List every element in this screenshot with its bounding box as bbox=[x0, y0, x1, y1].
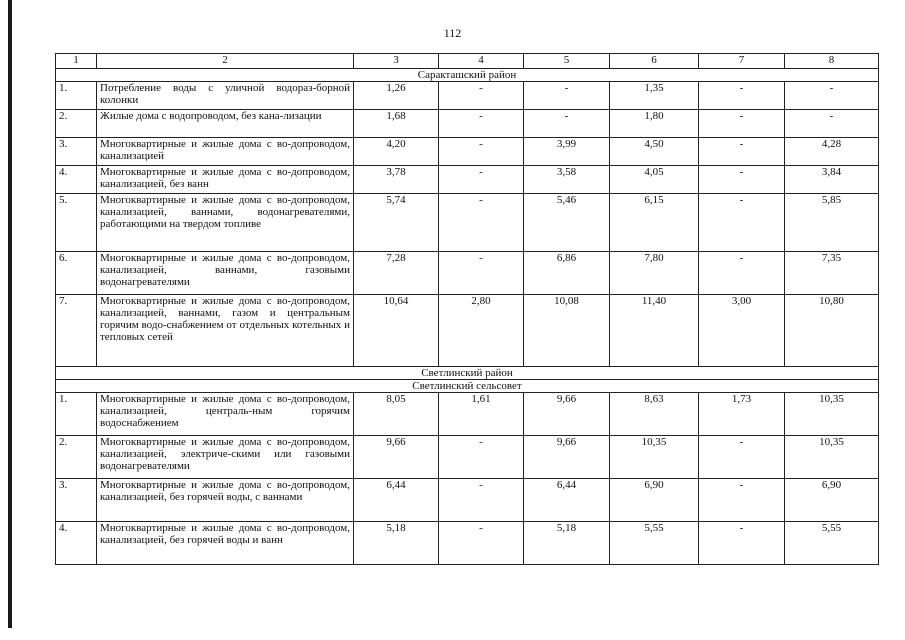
value-cell-c5: 5,18 bbox=[524, 522, 610, 565]
row-description: Потребление воды с уличной водораз-борной колонки bbox=[97, 82, 354, 110]
row-description: Многоквартирные и жилые дома с во-допроводом, канализацией, электриче-скими или газовыми водонагревателями bbox=[97, 436, 354, 479]
value-cell-c3: 9,66 bbox=[354, 436, 439, 479]
value-cell-c7: 1,73 bbox=[699, 393, 785, 436]
value-cell-c3: 6,44 bbox=[354, 479, 439, 522]
table-row bbox=[56, 166, 879, 194]
section-title: Светлинский район bbox=[56, 367, 879, 380]
row-description: Многоквартирные и жилые дома с во-допроводом, канализацией bbox=[97, 138, 354, 166]
value-cell-c6: 6,15 bbox=[610, 194, 699, 252]
value-cell-c3: 3,78 bbox=[354, 166, 439, 194]
value-cell-c4: - bbox=[439, 194, 524, 252]
value-cell-c5: - bbox=[524, 110, 610, 138]
value-cell-c4: - bbox=[439, 110, 524, 138]
value-cell-c4: - bbox=[439, 82, 524, 110]
value-cell-c4: - bbox=[439, 436, 524, 479]
value-cell-c8: 4,28 bbox=[785, 138, 879, 166]
value-cell-c8: 5,55 bbox=[785, 522, 879, 565]
value-cell-c6: 6,90 bbox=[610, 479, 699, 522]
row-number: 3. bbox=[56, 138, 97, 166]
value-cell-c7: 3,00 bbox=[699, 295, 785, 367]
value-cell-c6: 4,50 bbox=[610, 138, 699, 166]
value-cell-c3: 8,05 bbox=[354, 393, 439, 436]
value-cell-c4: - bbox=[439, 138, 524, 166]
table-row bbox=[56, 252, 879, 295]
value-cell-c4: - bbox=[439, 166, 524, 194]
value-cell-c8: 5,85 bbox=[785, 194, 879, 252]
row-number: 5. bbox=[56, 194, 97, 252]
value-cell-c7: - bbox=[699, 82, 785, 110]
row-description: Многоквартирные и жилые дома с во-допроводом, канализацией, без ванн bbox=[97, 166, 354, 194]
value-cell-c7: - bbox=[699, 166, 785, 194]
column-number: 3 bbox=[354, 54, 439, 69]
scan-edge-bar bbox=[8, 0, 12, 628]
column-number: 6 bbox=[610, 54, 699, 69]
value-cell-c3: 1,26 bbox=[354, 82, 439, 110]
value-cell-c7: - bbox=[699, 138, 785, 166]
value-cell-c6: 8,63 bbox=[610, 393, 699, 436]
column-number: 8 bbox=[785, 54, 879, 69]
value-cell-c5: 3,58 bbox=[524, 166, 610, 194]
value-cell-c3: 4,20 bbox=[354, 138, 439, 166]
section-title-row bbox=[56, 69, 879, 82]
value-cell-c4: - bbox=[439, 522, 524, 565]
column-number: 2 bbox=[97, 54, 354, 69]
value-cell-c5: 6,44 bbox=[524, 479, 610, 522]
value-cell-c8: 10,35 bbox=[785, 436, 879, 479]
value-cell-c3: 5,74 bbox=[354, 194, 439, 252]
value-cell-c7: - bbox=[699, 436, 785, 479]
section-title-row bbox=[56, 380, 879, 393]
value-cell-c6: 1,35 bbox=[610, 82, 699, 110]
row-number: 4. bbox=[56, 166, 97, 194]
value-cell-c3: 10,64 bbox=[354, 295, 439, 367]
value-cell-c5: 5,46 bbox=[524, 194, 610, 252]
value-cell-c6: 4,05 bbox=[610, 166, 699, 194]
value-cell-c6: 7,80 bbox=[610, 252, 699, 295]
table-row bbox=[56, 436, 879, 479]
value-cell-c7: - bbox=[699, 252, 785, 295]
row-number: 1. bbox=[56, 82, 97, 110]
row-description: Многоквартирные и жилые дома с во-допроводом, канализацией, без горячей воды и ванн bbox=[97, 522, 354, 565]
table-row bbox=[56, 138, 879, 166]
value-cell-c5: - bbox=[524, 82, 610, 110]
row-description: Многоквартирные и жилые дома с во-допроводом, канализацией, централь-ным горячим водоснабжением bbox=[97, 393, 354, 436]
row-number: 3. bbox=[56, 479, 97, 522]
value-cell-c7: - bbox=[699, 110, 785, 138]
value-cell-c8: - bbox=[785, 110, 879, 138]
row-description: Многоквартирные и жилые дома с во-допроводом, канализацией, ваннами, газовыми водонагревателями bbox=[97, 252, 354, 295]
value-cell-c4: 1,61 bbox=[439, 393, 524, 436]
tariff-table bbox=[55, 53, 879, 565]
column-number: 4 bbox=[439, 54, 524, 69]
value-cell-c5: 3,99 bbox=[524, 138, 610, 166]
section-title-row bbox=[56, 367, 879, 380]
value-cell-c6: 1,80 bbox=[610, 110, 699, 138]
row-description: Жилые дома с водопроводом, без кана-лизации bbox=[97, 110, 354, 138]
value-cell-c3: 5,18 bbox=[354, 522, 439, 565]
column-number: 5 bbox=[524, 54, 610, 69]
value-cell-c8: 10,80 bbox=[785, 295, 879, 367]
row-number: 7. bbox=[56, 295, 97, 367]
value-cell-c5: 6,86 bbox=[524, 252, 610, 295]
value-cell-c4: - bbox=[439, 252, 524, 295]
value-cell-c6: 10,35 bbox=[610, 436, 699, 479]
row-description: Многоквартирные и жилые дома с во-допроводом, канализацией, ваннами, водонагревателями, работающими на твердом топливе bbox=[97, 194, 354, 252]
row-number: 2. bbox=[56, 436, 97, 479]
row-description: Многоквартирные и жилые дома с во-допроводом, канализацией, ваннами, газом и центральным горячим водо-снабжением от отдельных котельных и тепловых сетей bbox=[97, 295, 354, 367]
value-cell-c8: 7,35 bbox=[785, 252, 879, 295]
value-cell-c7: - bbox=[699, 194, 785, 252]
value-cell-c6: 11,40 bbox=[610, 295, 699, 367]
table-row bbox=[56, 82, 879, 110]
section-title: Саракташский район bbox=[56, 69, 879, 82]
table-row bbox=[56, 479, 879, 522]
value-cell-c5: 9,66 bbox=[524, 436, 610, 479]
page-number: 112 bbox=[443, 26, 462, 40]
row-description: Многоквартирные и жилые дома с во-допроводом, канализацией, без горячей воды, с ваннами bbox=[97, 479, 354, 522]
table-row bbox=[56, 393, 879, 436]
value-cell-c6: 5,55 bbox=[610, 522, 699, 565]
value-cell-c3: 7,28 bbox=[354, 252, 439, 295]
row-number: 2. bbox=[56, 110, 97, 138]
value-cell-c4: - bbox=[439, 479, 524, 522]
value-cell-c8: - bbox=[785, 82, 879, 110]
value-cell-c4: 2,80 bbox=[439, 295, 524, 367]
value-cell-c7: - bbox=[699, 522, 785, 565]
value-cell-c5: 10,08 bbox=[524, 295, 610, 367]
table-row bbox=[56, 194, 879, 252]
column-number-header bbox=[56, 54, 879, 69]
row-number: 6. bbox=[56, 252, 97, 295]
column-number: 7 bbox=[699, 54, 785, 69]
section-title: Светлинский сельсовет bbox=[56, 380, 879, 393]
row-number: 1. bbox=[56, 393, 97, 436]
value-cell-c3: 1,68 bbox=[354, 110, 439, 138]
table-row bbox=[56, 522, 879, 565]
table-row bbox=[56, 110, 879, 138]
value-cell-c8: 10,35 bbox=[785, 393, 879, 436]
value-cell-c8: 6,90 bbox=[785, 479, 879, 522]
value-cell-c5: 9,66 bbox=[524, 393, 610, 436]
value-cell-c8: 3,84 bbox=[785, 166, 879, 194]
value-cell-c7: - bbox=[699, 479, 785, 522]
row-number: 4. bbox=[56, 522, 97, 565]
table-row bbox=[56, 295, 879, 367]
column-number: 1 bbox=[56, 54, 97, 69]
